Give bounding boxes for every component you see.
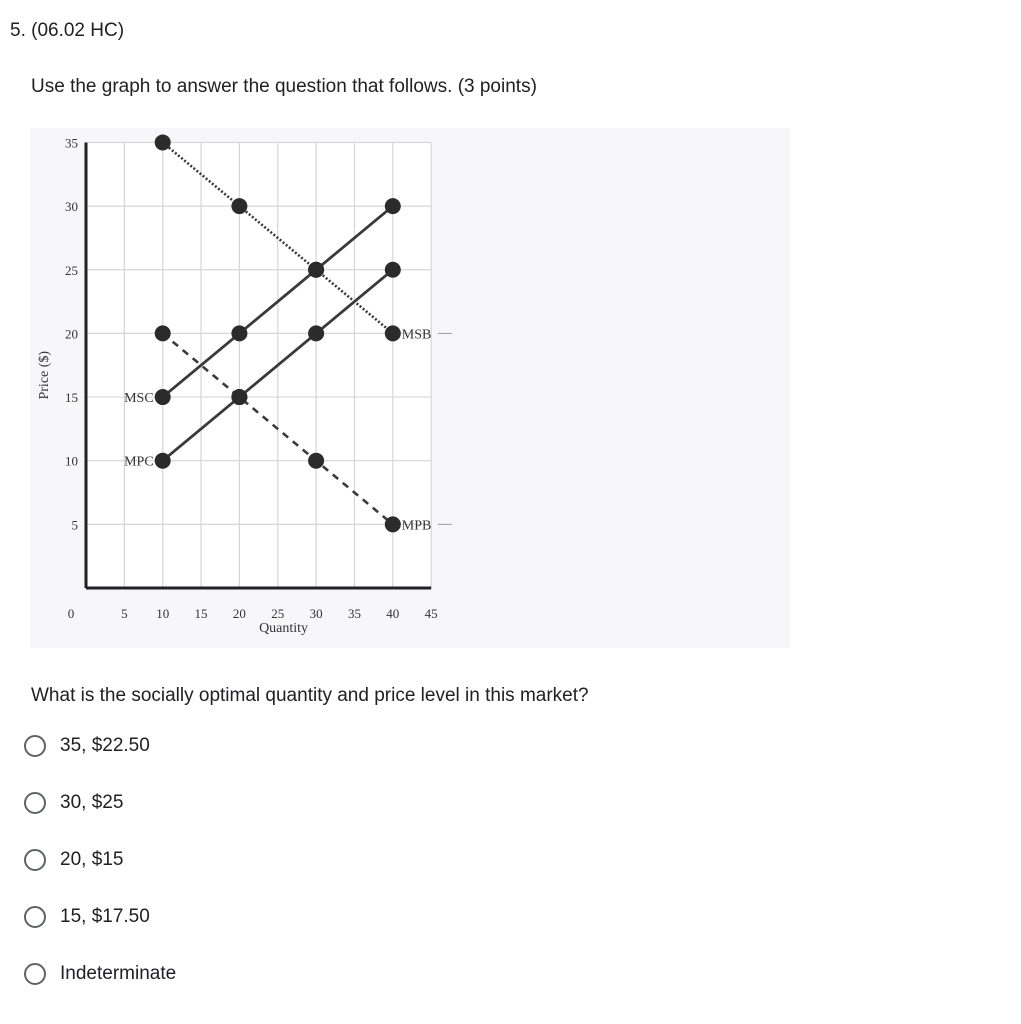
question-number: 5. (06.02 HC) [10, 20, 125, 41]
plot-area [86, 142, 431, 588]
y-tick-label: 15 [65, 390, 78, 406]
data-point-mpc [231, 389, 247, 405]
y-tick-label: 10 [65, 453, 78, 469]
radio-button[interactable] [24, 735, 46, 757]
x-tick-label: 45 [424, 606, 438, 621]
series-label-msc: MSC [124, 391, 154, 407]
option-2[interactable] [24, 787, 176, 819]
y-tick-label: 25 [65, 262, 78, 278]
externality-chart [30, 128, 790, 648]
y-tick-label: 30 [65, 199, 78, 215]
x-axis-title: Quantity [259, 621, 309, 636]
question-instructions: Use the graph to answer the question that follows. (3 points) [31, 76, 537, 97]
data-point-msc [231, 325, 247, 341]
y-tick-label: 5 [71, 517, 78, 533]
radio-button[interactable] [24, 906, 46, 928]
data-point-mpc [308, 325, 324, 341]
x-tick-label: 0 [67, 606, 75, 621]
option-3[interactable] [24, 844, 176, 876]
data-point-msb [385, 325, 401, 341]
y-axis-title: Price ($) [37, 350, 52, 400]
radio-button[interactable] [24, 849, 46, 871]
radio-button[interactable] [24, 963, 46, 985]
radio-button[interactable] [24, 792, 46, 814]
x-tick-label: 20 [232, 606, 246, 621]
x-tick-label: 10 [156, 606, 170, 621]
question-prompt: What is the socially optimal quantity and price level in this market? [31, 685, 589, 706]
data-point-mpc [155, 453, 171, 469]
option-label: 20, $15 [60, 849, 124, 870]
chart-svg [30, 128, 790, 648]
data-point-msb [231, 198, 247, 214]
series-label-mpb: MPB [401, 518, 432, 534]
data-point-mpb [385, 516, 401, 532]
x-tick-label: 15 [194, 606, 208, 621]
answer-options [24, 730, 176, 1015]
y-tick-label: 20 [65, 326, 78, 342]
data-point-msc [385, 198, 401, 214]
data-point-mpb [155, 325, 171, 341]
data-point-mpb [308, 453, 324, 469]
data-point-msc [308, 262, 324, 278]
x-tick-label: 5 [121, 606, 128, 621]
data-point-mpc [385, 262, 401, 278]
data-point-msc [155, 389, 171, 405]
y-tick-label: 35 [65, 135, 78, 151]
option-5[interactable] [24, 958, 176, 990]
option-label: 15, $17.50 [60, 906, 150, 927]
option-4[interactable] [24, 901, 176, 933]
series-label-msb: MSB [401, 327, 432, 343]
x-tick-label: 35 [347, 606, 361, 621]
option-1[interactable] [24, 730, 176, 762]
option-label: 30, $25 [60, 792, 124, 813]
data-point-msb [155, 134, 171, 150]
x-tick-label: 25 [271, 606, 285, 621]
x-tick-label: 30 [309, 606, 323, 621]
x-tick-label: 40 [386, 606, 400, 621]
option-label: 35, $22.50 [60, 735, 150, 756]
series-label-mpc: MPC [124, 454, 154, 470]
option-label: Indeterminate [60, 963, 177, 984]
